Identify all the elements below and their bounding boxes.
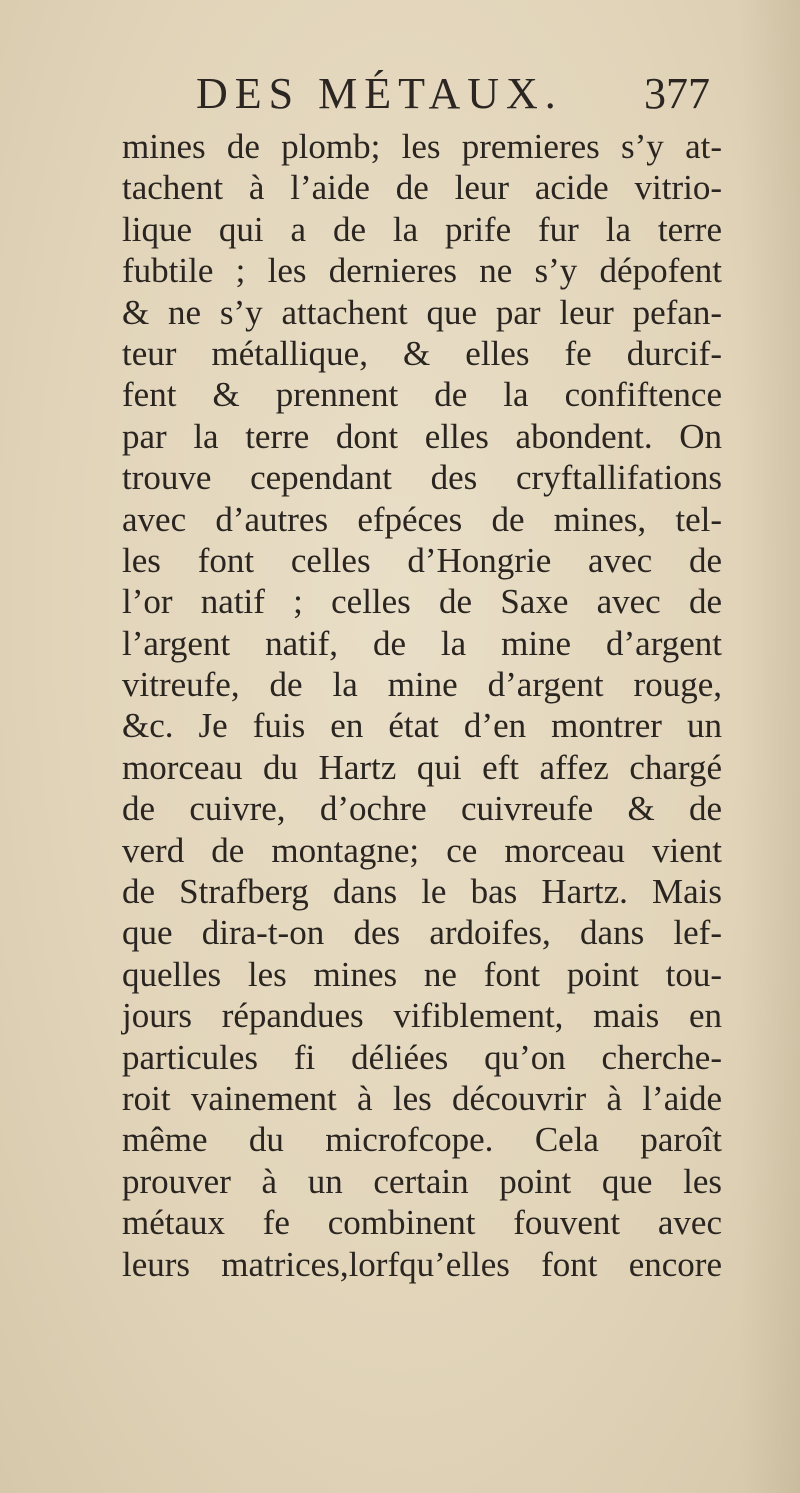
page-header (150, 68, 710, 124)
text-line: même du microfcope. Cela paroît (122, 1120, 722, 1160)
text-line: l’or natif ; celles de Saxe avec de (122, 582, 722, 622)
text-line: mines de plomb; les premieres s’y at- (122, 127, 722, 166)
text-line: morceau du Hartz qui eft affez chargé (122, 747, 722, 787)
text-line: leurs matrices,lorfqu’elles font encore (122, 1244, 722, 1284)
text-line: quelles les mines ne font point tou- (122, 954, 722, 994)
text-line: fubtile ; les dernieres ne s’y dépofent (122, 251, 722, 291)
running-head: DES MÉTAUX. (196, 69, 563, 118)
text-line: l’argent natif, de la mine d’argent (122, 623, 722, 663)
text-line: teur métallique, & elles fe durcif- (122, 333, 722, 373)
text-line: métaux fe combinent fouvent avec (122, 1203, 722, 1243)
text-line: roit vainement à les découvrir à l’aide (122, 1078, 722, 1118)
text-line: les font celles d’Hongrie avec de (122, 540, 722, 580)
text-line: particules fi déliées qu’on cherche- (122, 1037, 722, 1077)
text-line: avec d’autres efpéces de mines, tel- (122, 499, 722, 539)
text-line: tachent à l’aide de leur acide vitrio- (122, 168, 722, 208)
text-line: verd de montagne; ce morceau vient (122, 830, 722, 870)
text-line: & ne s’y attachent que par leur pefan- (122, 292, 722, 332)
text-line: par la terre dont elles abondent. On (122, 416, 722, 456)
page-number: 377 (644, 69, 710, 118)
text-line: que dira-t-on des ardoifes, dans lef- (122, 913, 722, 953)
text-line: de cuivre, d’ochre cuivreufe & de (122, 789, 722, 829)
text-line: lique qui a de la prife fur la terre (122, 209, 722, 249)
text-line: de Strafberg dans le bas Hartz. Mais (122, 872, 722, 912)
body-text (122, 126, 722, 1285)
text-line: jours répandues vifiblement, mais en (122, 996, 722, 1036)
page-edge-shadow (740, 0, 800, 1493)
text-line: fent & prennent de la confiftence (122, 375, 722, 415)
text-line: &c. Je fuis en état d’en montrer un (122, 706, 722, 746)
text-line: prouver à un certain point que les (122, 1161, 722, 1201)
text-line: trouve cependant des cryftallifations (122, 458, 722, 498)
text-line: vitreufe, de la mine d’argent rouge, (122, 665, 722, 705)
